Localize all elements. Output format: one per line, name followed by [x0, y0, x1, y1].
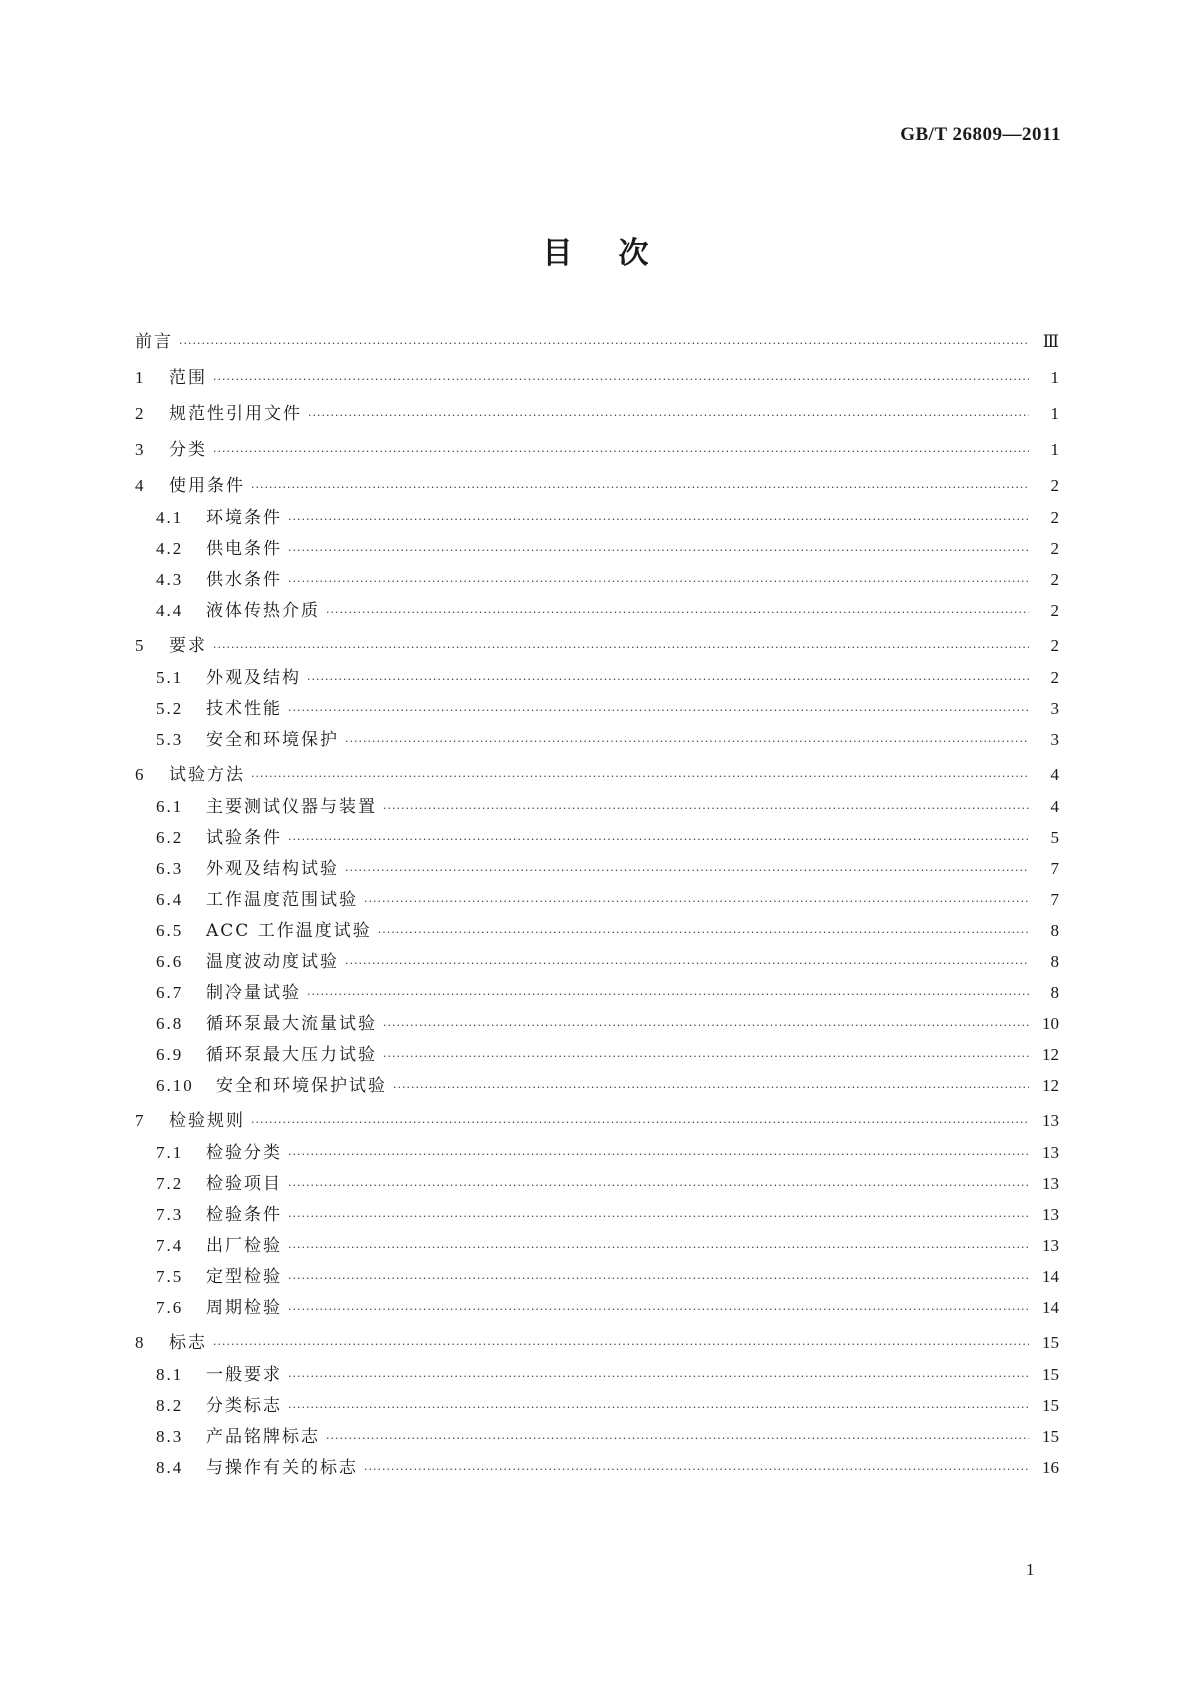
toc-entry-page: 13: [1042, 1236, 1059, 1255]
toc-leader-dots: [251, 761, 1029, 793]
toc-entry[interactable]: [135, 1168, 1059, 1199]
toc-entry-number: 1: [135, 368, 146, 387]
toc-entry-label: 检验条件: [206, 1205, 282, 1225]
toc-entry-page: 13: [1042, 1143, 1059, 1162]
toc-entry-label: 试验条件: [206, 828, 282, 848]
toc-entry-number: 5.1: [156, 668, 184, 687]
toc-leader-dots: [288, 1201, 1029, 1232]
toc-entry-number: 6: [135, 765, 146, 784]
toc-entry-number: 6.5: [156, 921, 184, 940]
toc-entry[interactable]: [135, 1137, 1059, 1168]
toc-entry-label: 与操作有关的标志: [206, 1458, 358, 1478]
toc-entry[interactable]: [135, 915, 1059, 946]
toc-entry-label: 主要测试仪器与装置: [206, 797, 377, 817]
toc-leader-dots: [307, 979, 1029, 1010]
toc-entry-page: Ⅲ: [1042, 332, 1059, 351]
toc-entry-number: 3: [135, 440, 146, 459]
toc-entry-label: 产品铭牌标志: [206, 1427, 320, 1447]
toc-entry-number: 6.8: [156, 1014, 184, 1033]
toc-entry-label: 规范性引用文件: [169, 404, 302, 424]
toc-leader-dots: [378, 917, 1029, 948]
toc-leader-dots: [326, 597, 1029, 628]
toc-entry-label: 定型检验: [206, 1267, 282, 1287]
toc-entry-page: 2: [1050, 601, 1059, 620]
toc-entry-page: 15: [1042, 1365, 1059, 1384]
toc-entry-page: 14: [1042, 1298, 1059, 1317]
toc-entry[interactable]: [135, 1199, 1059, 1230]
toc-entry-page: 1: [1050, 404, 1059, 423]
toc-entry-number: 4.2: [156, 539, 184, 558]
toc-entry-label: 安全和环境保护: [206, 730, 339, 750]
toc-entry[interactable]: [135, 759, 1059, 791]
toc-entry[interactable]: [135, 1421, 1059, 1452]
toc-entry[interactable]: [135, 1008, 1059, 1039]
toc-entry-label: 循环泵最大压力试验: [206, 1045, 377, 1065]
toc-entry-label: ACC 工作温度试验: [206, 921, 372, 941]
toc-entry-page: 14: [1042, 1267, 1059, 1286]
standard-code: GB/T 26809—2011: [900, 124, 1061, 145]
toc-entry-number: 4.3: [156, 570, 184, 589]
toc-leader-dots: [288, 566, 1029, 597]
toc-entry[interactable]: [135, 1105, 1059, 1137]
toc-entry[interactable]: [135, 693, 1059, 724]
toc-entry-label: 供电条件: [206, 539, 282, 559]
toc-leader-dots: [383, 793, 1029, 824]
toc-entry-page: 1: [1050, 440, 1059, 459]
toc-entry[interactable]: [135, 398, 1059, 430]
toc-leader-dots: [288, 1232, 1029, 1263]
toc-entry-number: 6.3: [156, 859, 184, 878]
toc-entry-number: 4.1: [156, 508, 184, 527]
toc-entry-number: 8.1: [156, 1365, 184, 1384]
toc-entry-page: 13: [1042, 1174, 1059, 1193]
toc-entry-page: 13: [1042, 1111, 1059, 1130]
toc-entry-page: 4: [1050, 797, 1059, 816]
page-title: 目次: [542, 236, 695, 271]
toc-entry-page: 15: [1042, 1333, 1059, 1352]
toc-entry-page: 13: [1042, 1205, 1059, 1224]
toc-entry-number: 7: [135, 1111, 146, 1130]
toc-entry[interactable]: [135, 662, 1059, 693]
toc-leader-dots: [326, 1423, 1029, 1454]
toc-entry[interactable]: [135, 434, 1059, 466]
toc-entry-page: 7: [1050, 890, 1059, 909]
toc-entry-page: 2: [1050, 539, 1059, 558]
toc-entry[interactable]: [135, 1327, 1059, 1359]
toc-entry[interactable]: [135, 724, 1059, 755]
toc-entry-number: 4: [135, 476, 146, 495]
toc-entry[interactable]: [135, 977, 1059, 1008]
toc-entry-number: 7.4: [156, 1236, 184, 1255]
toc-leader-dots: [288, 535, 1029, 566]
toc-entry-page: 2: [1050, 508, 1059, 527]
toc-entry-number: 7.2: [156, 1174, 184, 1193]
toc-entry-page: 2: [1050, 636, 1059, 655]
toc-entry-number: 2: [135, 404, 146, 423]
toc-entry-label: 工作温度范围试验: [206, 890, 358, 910]
toc-entry-number: 8.4: [156, 1458, 184, 1477]
toc-leader-dots: [251, 1107, 1029, 1139]
toc-entry[interactable]: [135, 362, 1059, 394]
toc-entry-label: 检验分类: [206, 1143, 282, 1163]
toc-leader-dots: [213, 364, 1029, 396]
toc-entry-number: 7.6: [156, 1298, 184, 1317]
toc-entry[interactable]: [135, 1359, 1059, 1390]
toc-entry-page: 16: [1042, 1458, 1059, 1477]
toc-entry-number: 8: [135, 1333, 146, 1352]
toc-leader-dots: [288, 1263, 1029, 1294]
toc-leader-dots: [345, 948, 1029, 979]
toc-entry[interactable]: [135, 326, 1059, 358]
toc-leader-dots: [213, 632, 1029, 664]
toc-entry-label: 一般要求: [206, 1365, 282, 1385]
toc-entry[interactable]: [135, 533, 1059, 564]
toc-leader-dots: [345, 855, 1029, 886]
toc-entry-page: 15: [1042, 1396, 1059, 1415]
toc-entry-label: 检验规则: [169, 1111, 245, 1131]
toc-leader-dots: [213, 436, 1029, 468]
toc-entry-page: 8: [1050, 983, 1059, 1002]
toc-entry-number: 6.6: [156, 952, 184, 971]
toc-entry[interactable]: [135, 1230, 1059, 1261]
toc-entry[interactable]: [135, 1070, 1059, 1101]
toc-leader-dots: [288, 824, 1029, 855]
toc-leader-dots: [345, 726, 1029, 757]
toc-leader-dots: [288, 1392, 1029, 1423]
toc-entry-number: 6.2: [156, 828, 184, 847]
toc-entry[interactable]: [135, 1452, 1059, 1483]
toc-entry-page: 1: [1050, 368, 1059, 387]
toc-leader-dots: [383, 1041, 1029, 1072]
toc-entry-label: 外观及结构试验: [206, 859, 339, 879]
toc-leader-dots: [288, 695, 1029, 726]
toc-entry[interactable]: [135, 1390, 1059, 1421]
toc-entry-label: 使用条件: [169, 476, 245, 496]
toc-leader-dots: [179, 328, 1029, 360]
table-of-contents: [135, 326, 1059, 1483]
toc-entry-label: 制冷量试验: [206, 983, 301, 1003]
toc-entry-number: 5.2: [156, 699, 184, 718]
toc-entry[interactable]: [135, 884, 1059, 915]
toc-leader-dots: [213, 1329, 1029, 1361]
toc-entry[interactable]: [135, 470, 1059, 502]
toc-entry-number: 6.7: [156, 983, 184, 1002]
toc-entry-page: 7: [1050, 859, 1059, 878]
toc-entry-page: 3: [1050, 699, 1059, 718]
toc-entry-label: 分类标志: [206, 1396, 282, 1416]
toc-entry-page: 8: [1050, 952, 1059, 971]
toc-leader-dots: [288, 1294, 1029, 1325]
toc-entry-label: 前言: [135, 332, 173, 352]
toc-entry-number: 7.5: [156, 1267, 184, 1286]
toc-entry-page: 2: [1050, 570, 1059, 589]
toc-entry[interactable]: [135, 630, 1059, 662]
toc-entry-label: 外观及结构: [206, 668, 301, 688]
toc-leader-dots: [364, 886, 1029, 917]
toc-entry-label: 标志: [169, 1333, 207, 1353]
toc-leader-dots: [308, 400, 1029, 432]
toc-entry-number: 5: [135, 636, 146, 655]
toc-entry-label: 供水条件: [206, 570, 282, 590]
toc-entry[interactable]: [135, 1292, 1059, 1323]
toc-leader-dots: [383, 1010, 1029, 1041]
toc-entry[interactable]: [135, 853, 1059, 884]
toc-leader-dots: [288, 504, 1029, 535]
toc-entry-label: 出厂检验: [206, 1236, 282, 1256]
toc-entry-page: 4: [1050, 765, 1059, 784]
toc-leader-dots: [288, 1361, 1029, 1392]
toc-entry[interactable]: [135, 791, 1059, 822]
toc-entry-page: 5: [1050, 828, 1059, 847]
toc-entry-label: 温度波动度试验: [206, 952, 339, 972]
toc-entry[interactable]: [135, 946, 1059, 977]
toc-entry-label: 液体传热介质: [206, 601, 320, 621]
toc-entry-label: 要求: [169, 636, 207, 656]
toc-entry-label: 检验项目: [206, 1174, 282, 1194]
toc-entry-number: 6.4: [156, 890, 184, 909]
toc-entry-label: 周期检验: [206, 1298, 282, 1318]
toc-entry[interactable]: [135, 1039, 1059, 1070]
toc-entry-label: 范围: [169, 368, 207, 388]
toc-entry-number: 6.1: [156, 797, 184, 816]
toc-entry-page: 15: [1042, 1427, 1059, 1446]
toc-leader-dots: [288, 1170, 1029, 1201]
page-number: 1: [1026, 1560, 1035, 1579]
toc-leader-dots: [364, 1454, 1029, 1485]
toc-leader-dots: [288, 1139, 1029, 1170]
toc-entry[interactable]: [135, 822, 1059, 853]
toc-leader-dots: [251, 472, 1029, 504]
toc-entry-label: 安全和环境保护试验: [216, 1076, 387, 1096]
toc-entry-number: 4.4: [156, 601, 184, 620]
toc-entry[interactable]: [135, 502, 1059, 533]
toc-entry-label: 循环泵最大流量试验: [206, 1014, 377, 1034]
toc-entry-number: 7.1: [156, 1143, 184, 1162]
toc-entry[interactable]: [135, 1261, 1059, 1292]
toc-entry-label: 分类: [169, 440, 207, 460]
toc-entry-page: 12: [1042, 1045, 1059, 1064]
toc-entry[interactable]: [135, 564, 1059, 595]
toc-leader-dots: [393, 1072, 1029, 1103]
toc-entry[interactable]: [135, 595, 1059, 626]
toc-entry-number: 5.3: [156, 730, 184, 749]
toc-entry-page: 2: [1050, 668, 1059, 687]
toc-entry-page: 8: [1050, 921, 1059, 940]
toc-entry-number: 7.3: [156, 1205, 184, 1224]
toc-entry-page: 3: [1050, 730, 1059, 749]
toc-entry-number: 8.2: [156, 1396, 184, 1415]
toc-entry-number: 6.10: [156, 1076, 194, 1095]
toc-entry-page: 12: [1042, 1076, 1059, 1095]
toc-leader-dots: [307, 664, 1029, 695]
toc-entry-label: 环境条件: [206, 508, 282, 528]
toc-entry-label: 技术性能: [206, 699, 282, 719]
toc-entry-number: 8.3: [156, 1427, 184, 1446]
toc-entry-page: 2: [1050, 476, 1059, 495]
toc-entry-page: 10: [1042, 1014, 1059, 1033]
toc-entry-number: 6.9: [156, 1045, 184, 1064]
toc-entry-label: 试验方法: [169, 765, 245, 785]
